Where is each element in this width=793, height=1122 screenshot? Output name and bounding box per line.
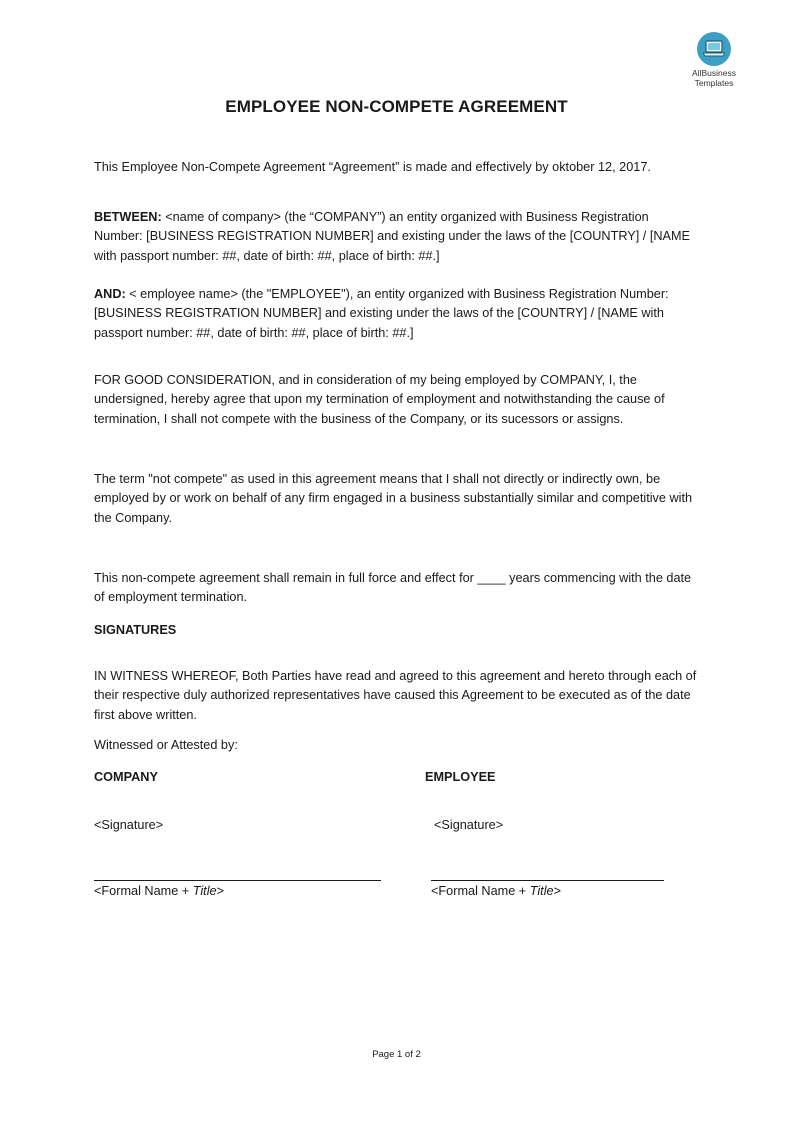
company-name-suffix: > (216, 884, 224, 898)
logo-line-2: Templates (694, 78, 734, 88)
company-name-title: Title (192, 884, 217, 898)
page-number: Page 1 of 2 (372, 1049, 421, 1060)
document-title: EMPLOYEE NON-COMPETE AGREEMENT (225, 97, 568, 116)
between-text: <name of company> (the “COMPANY”) an entity organized with Business Registration Number: [BUSINESS REGISTRATION NUMBER] and existing under the laws of the [COUNTRY] / [NAME with passport number: ##, date of birth: ##, place of birth: ##.] (94, 210, 691, 263)
between-label: BETWEEN: (94, 210, 162, 224)
laptop-icon (697, 32, 731, 66)
company-signature-line (94, 880, 381, 881)
witness-paragraph: IN WITNESS WHEREOF, Both Parties have read and agreed to this agreement and hereto through each of their respective duly authorized representatives have caused this Agreement to be executed as of the date first above written. (94, 669, 697, 722)
between-paragraph (94, 208, 699, 266)
allbusiness-logo (683, 32, 745, 88)
company-formal-name (94, 884, 224, 898)
duration-paragraph: This non-compete agreement shall remain in full force and effect for ____ years commencing with the date of employment termination. (94, 571, 692, 605)
logo-line-1: AllBusiness (692, 68, 736, 78)
witnessed-by-text: Witnessed or Attested by: (94, 738, 238, 752)
employee-name-prefix: <Formal Name + (431, 884, 530, 898)
intro-paragraph: This Employee Non-Compete Agreement “Agreement” is made and effectively by oktober 12, 2017. (94, 160, 651, 174)
consideration-paragraph: FOR GOOD CONSIDERATION, and in consideration of my being employed by COMPANY, I, the undersigned, hereby agree that upon my termination of employment and notwithstanding the cause of termination, I shall not compete with the business of the Company, or its sucessors or assigns. (94, 373, 665, 426)
company-name-prefix: <Formal Name + (94, 884, 193, 898)
not-compete-paragraph: The term "not compete" as used in this agreement means that I shall not directly or indirectly own, be employed by or work on behalf of any firm engaged in a business substantially similar and competitive with the Company. (94, 472, 693, 525)
company-signature-placeholder: <Signature> (94, 818, 164, 832)
and-text: < employee name> (the "EMPLOYEE"), an entity organized with Business Registration Number: [BUSINESS REGISTRATION NUMBER] and existing under the laws of the [COUNTRY] / [NAME with passport number: ##, date of birth: ##, place of birth: ##.] (94, 287, 669, 340)
and-paragraph (94, 285, 699, 343)
signatures-heading: SIGNATURES (94, 623, 177, 637)
employee-name-suffix: > (553, 884, 561, 898)
and-label: AND: (94, 287, 126, 301)
employee-signature-placeholder: <Signature> (434, 818, 504, 832)
employee-label: EMPLOYEE (425, 770, 496, 784)
employee-formal-name (431, 884, 561, 898)
company-label: COMPANY (94, 770, 158, 784)
employee-name-title: Title (529, 884, 554, 898)
employee-signature-line (431, 880, 664, 881)
